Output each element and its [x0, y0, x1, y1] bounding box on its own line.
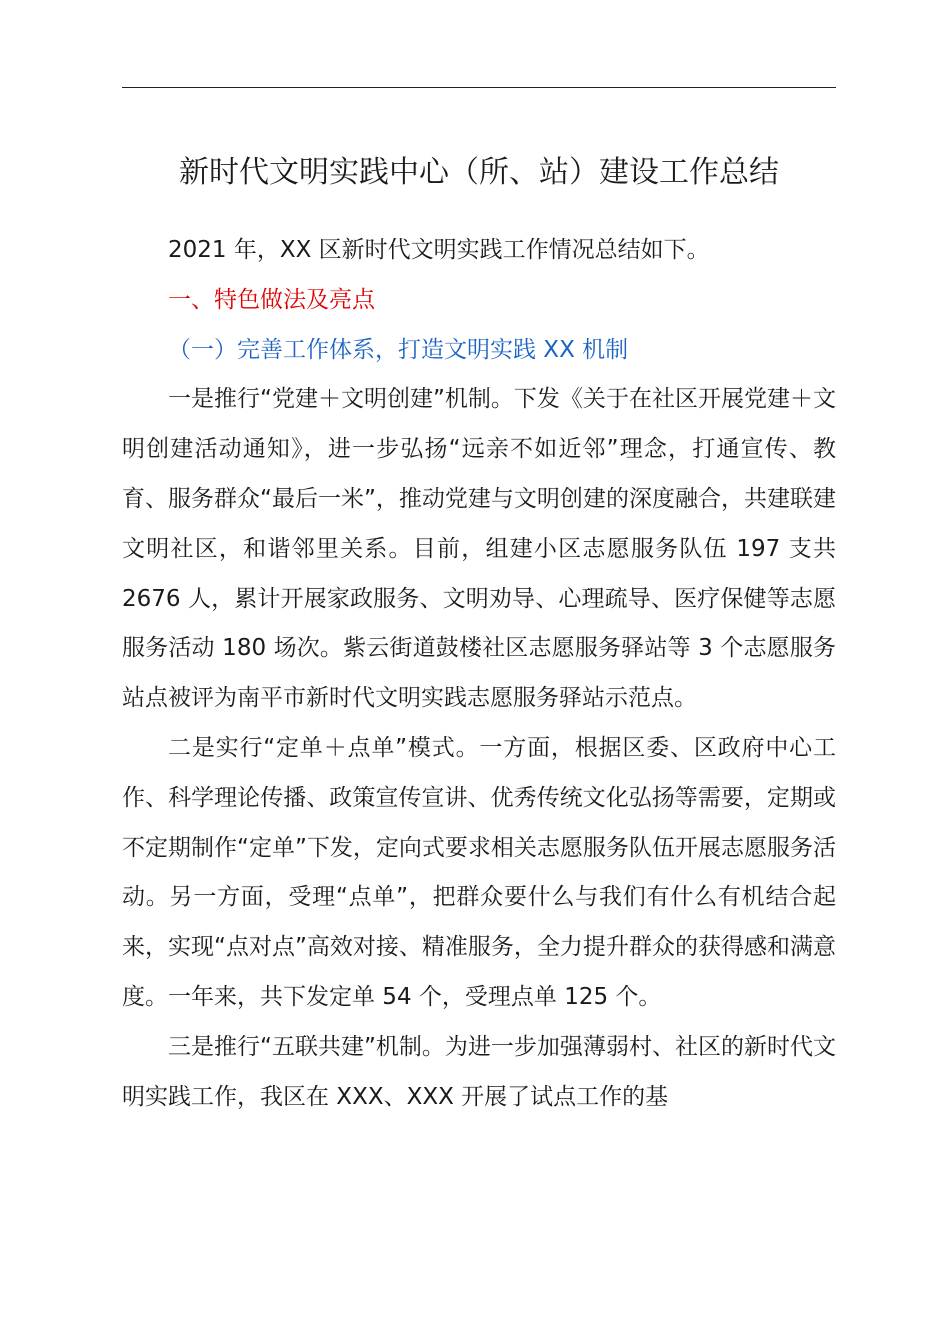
section-heading: 一、特色做法及亮点 — [168, 286, 375, 313]
body-paragraph-2: 二是实行“定单＋点单”模式。一方面，根据区委、区政府中心工作、科学理论传播、政策宣传宣讲、优秀传统文化弘扬等需要，定期或不定期制作“定单”下发，定向式要求相关志愿服务队伍开展志愿服务活动。另一方面，受理“点单”，把群众要什么与我们有什么有机结合起来，实现“点对点”高效对接、精准服务，全力提升群众的获得感和满意度。一年来，共下发定单 54 个，受理点单 125 个。 — [122, 734, 836, 1010]
subsection-heading: （一）完善工作体系，打造文明实践 XX 机制 — [168, 336, 629, 363]
body-paragraph-1: 一是推行“党建＋文明创建”机制。下发《关于在社区开展党建＋文明创建活动通知》，进一步弘扬“远亲不如近邻”理念，打通宣传、教育、服务群众“最后一米”，推动党建与文明创建的深度融合，共建联建文明社区，和谐邻里关系。目前，组建小区志愿服务队伍 197 支共 2676 人，累计开展家政服务、文明劝导、心理疏导、医疗保健等志愿服务活动 180 场次。紫云街道鼓楼社区志愿服务驿站等 3 个志愿服务站点被评为南平市新时代文明实践志愿服务驿站示范点。 — [122, 386, 836, 712]
body-paragraph-3: 三是推行“五联共建”机制。为进一步加强薄弱村、社区的新时代文明实践工作，我区在 XXX、XXX 开展了试点工作的基 — [122, 1033, 836, 1110]
document-title: 新时代文明实践中心（所、站）建设工作总结 — [179, 155, 779, 190]
intro-paragraph: 2021 年，XX 区新时代文明实践工作情况总结如下。 — [168, 237, 710, 263]
header-rule — [122, 87, 836, 88]
document-body — [122, 226, 836, 1122]
